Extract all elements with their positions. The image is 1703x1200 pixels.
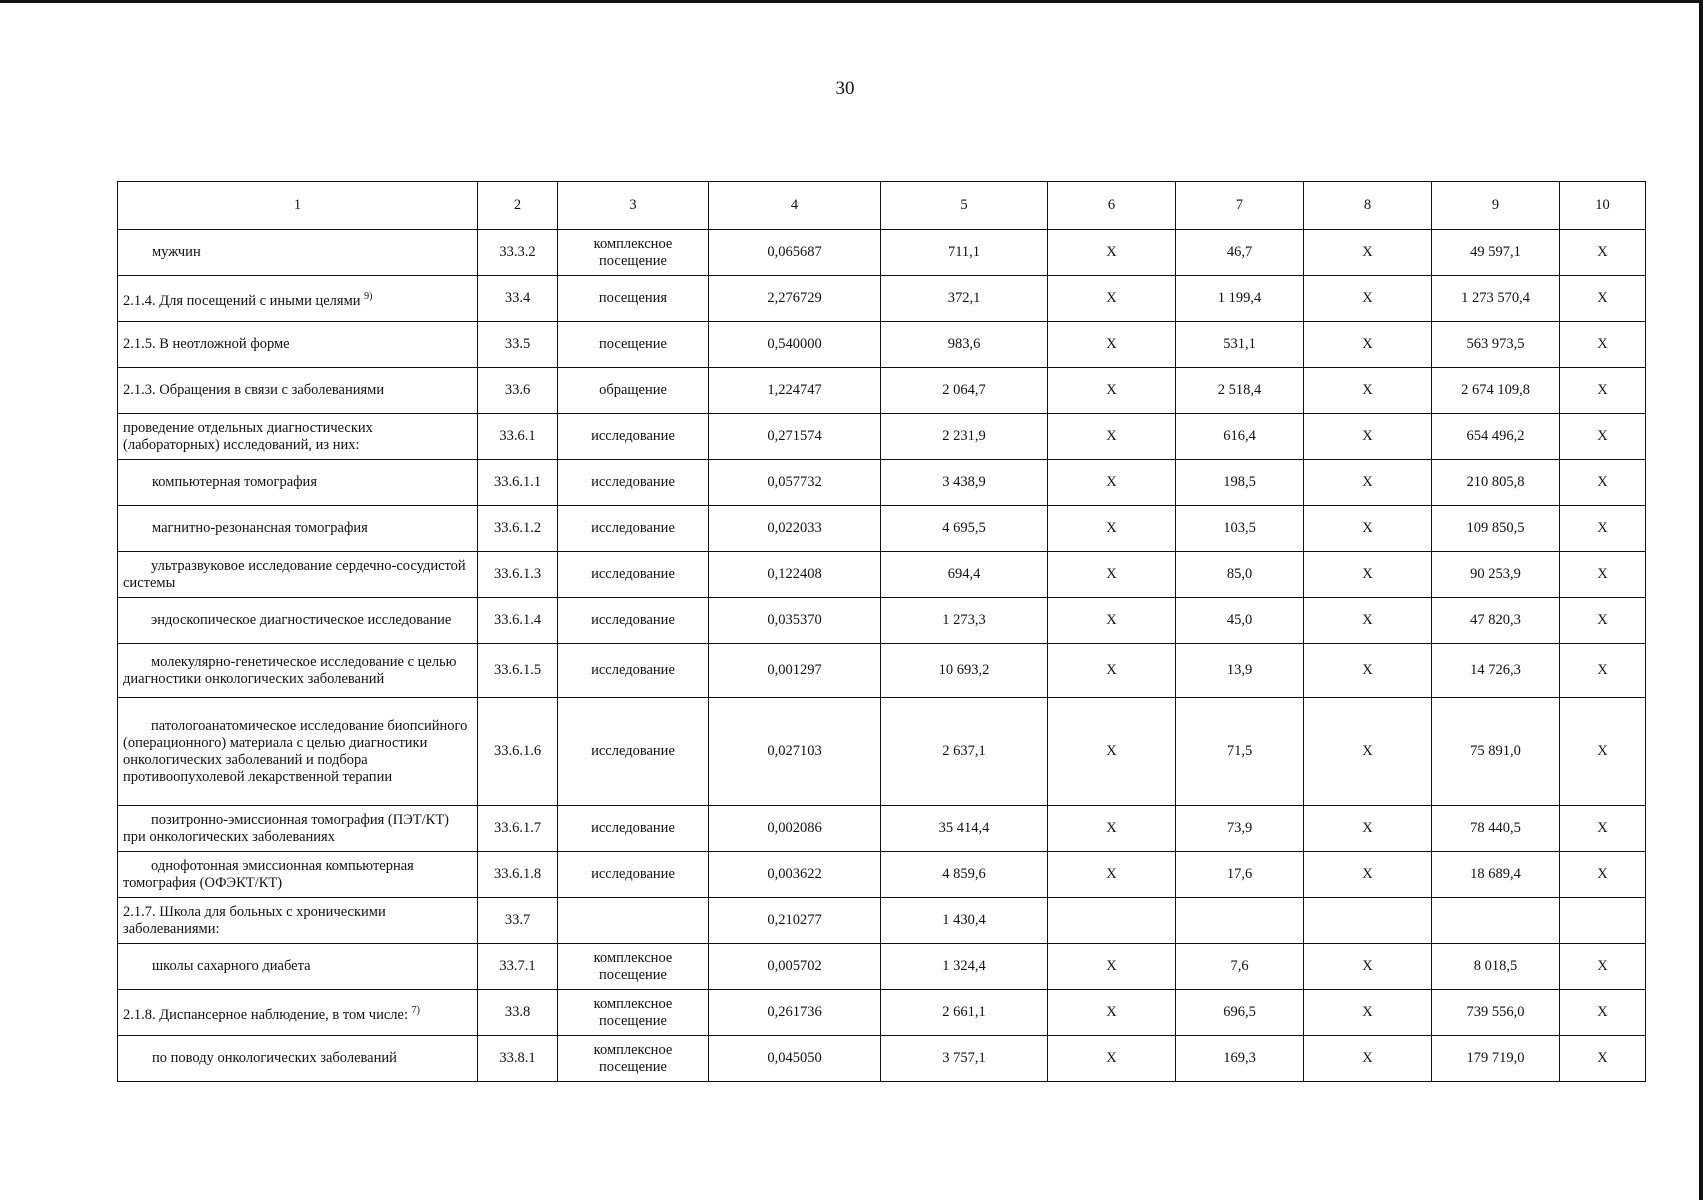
- cell-col8: X: [1304, 806, 1432, 852]
- cell-col4: 0,001297: [709, 644, 881, 698]
- row-label: по поводу онкологических заболеваний: [152, 1050, 397, 1066]
- cell-col4: 0,261736: [709, 990, 881, 1036]
- cell-col7: 169,3: [1176, 1036, 1304, 1082]
- cell-col5: 2 637,1: [881, 698, 1048, 806]
- row-label: однофотонная эмиссионная компьютерная томография (ОФЭКТ/КТ): [123, 857, 414, 891]
- cell-col10: X: [1560, 806, 1646, 852]
- cell-col4: 0,005702: [709, 944, 881, 990]
- cell-col8: X: [1304, 230, 1432, 276]
- cell-name: [118, 806, 478, 852]
- row-label: компьютерная томография: [152, 474, 317, 490]
- cell-col8: X: [1304, 598, 1432, 644]
- cell-col10: [1560, 898, 1646, 944]
- cell-unit: комплексное посещение: [558, 230, 709, 276]
- cell-col8: X: [1304, 644, 1432, 698]
- cell-col6: X: [1048, 1036, 1176, 1082]
- cell-col5: 1 324,4: [881, 944, 1048, 990]
- cell-col10: X: [1560, 414, 1646, 460]
- cell-code: 33.6.1.5: [478, 644, 558, 698]
- cell-col10: X: [1560, 1036, 1646, 1082]
- data-table: [117, 181, 1646, 1082]
- cell-col5: 3 757,1: [881, 1036, 1048, 1082]
- table-row: [118, 698, 1646, 806]
- cell-col4: 0,003622: [709, 852, 881, 898]
- cell-col6: X: [1048, 990, 1176, 1036]
- scan-border-right: [1699, 0, 1703, 1200]
- cell-col6: X: [1048, 322, 1176, 368]
- cell-col7: [1176, 898, 1304, 944]
- cell-col6: X: [1048, 368, 1176, 414]
- column-header: 4: [709, 182, 881, 230]
- cell-code: 33.6.1.3: [478, 552, 558, 598]
- cell-code: 33.7.1: [478, 944, 558, 990]
- cell-code: 33.6.1.6: [478, 698, 558, 806]
- cell-unit: [558, 898, 709, 944]
- table-row: [118, 806, 1646, 852]
- cell-col4: 0,122408: [709, 552, 881, 598]
- table-row: [118, 552, 1646, 598]
- cell-col5: 35 414,4: [881, 806, 1048, 852]
- cell-col9: [1432, 898, 1560, 944]
- cell-col5: 10 693,2: [881, 644, 1048, 698]
- table-row: [118, 322, 1646, 368]
- cell-col8: X: [1304, 368, 1432, 414]
- cell-col5: 2 064,7: [881, 368, 1048, 414]
- cell-name: [118, 552, 478, 598]
- cell-col4: 0,045050: [709, 1036, 881, 1082]
- cell-col9: 90 253,9: [1432, 552, 1560, 598]
- cell-col7: 45,0: [1176, 598, 1304, 644]
- cell-col10: X: [1560, 552, 1646, 598]
- cell-col9: 2 674 109,8: [1432, 368, 1560, 414]
- column-header: 5: [881, 182, 1048, 230]
- cell-name: [118, 414, 478, 460]
- cell-col6: X: [1048, 460, 1176, 506]
- column-header: 2: [478, 182, 558, 230]
- cell-col9: 654 496,2: [1432, 414, 1560, 460]
- cell-col5: 1 430,4: [881, 898, 1048, 944]
- cell-col6: X: [1048, 230, 1176, 276]
- cell-name: [118, 460, 478, 506]
- row-label: эндоскопическое диагностическое исследование: [151, 612, 452, 628]
- cell-col4: 0,271574: [709, 414, 881, 460]
- cell-col4: 0,035370: [709, 598, 881, 644]
- cell-unit: обращение: [558, 368, 709, 414]
- column-header: 6: [1048, 182, 1176, 230]
- cell-name: [118, 506, 478, 552]
- row-label: магнитно-резонансная томография: [152, 520, 368, 536]
- cell-col5: 3 438,9: [881, 460, 1048, 506]
- row-label: 2.1.4. Для посещений с иными целями: [123, 292, 361, 309]
- cell-col10: X: [1560, 698, 1646, 806]
- cell-unit: исследование: [558, 698, 709, 806]
- cell-col5: 694,4: [881, 552, 1048, 598]
- cell-name: [118, 990, 478, 1036]
- cell-col8: X: [1304, 414, 1432, 460]
- cell-code: 33.6.1.4: [478, 598, 558, 644]
- cell-col5: 4 859,6: [881, 852, 1048, 898]
- cell-col4: 0,002086: [709, 806, 881, 852]
- row-label: патологоанатомическое исследование биопсийного (операционного) материала с целью диагностики онкологических заболеваний и подбора противоопухолевой лекарственной терапии: [123, 717, 468, 785]
- cell-col10: X: [1560, 852, 1646, 898]
- cell-col7: 73,9: [1176, 806, 1304, 852]
- table-row: [118, 644, 1646, 698]
- cell-col7: 616,4: [1176, 414, 1304, 460]
- cell-col7: 71,5: [1176, 698, 1304, 806]
- cell-col10: X: [1560, 460, 1646, 506]
- cell-code: 33.6: [478, 368, 558, 414]
- cell-col9: 75 891,0: [1432, 698, 1560, 806]
- cell-name: [118, 698, 478, 806]
- cell-code: 33.8: [478, 990, 558, 1036]
- cell-col9: 78 440,5: [1432, 806, 1560, 852]
- cell-col4: 0,210277: [709, 898, 881, 944]
- table-row: [118, 230, 1646, 276]
- cell-col7: 2 518,4: [1176, 368, 1304, 414]
- cell-col7: 85,0: [1176, 552, 1304, 598]
- cell-col7: 531,1: [1176, 322, 1304, 368]
- table-row: [118, 276, 1646, 322]
- cell-unit: комплексное посещение: [558, 944, 709, 990]
- cell-col9: 179 719,0: [1432, 1036, 1560, 1082]
- cell-col5: 2 661,1: [881, 990, 1048, 1036]
- cell-col8: X: [1304, 698, 1432, 806]
- cell-code: 33.6.1.2: [478, 506, 558, 552]
- table-row: [118, 414, 1646, 460]
- cell-col7: 198,5: [1176, 460, 1304, 506]
- cell-col9: 739 556,0: [1432, 990, 1560, 1036]
- column-header: 1: [118, 182, 478, 230]
- row-label: 2.1.3. Обращения в связи с заболеваниями: [123, 382, 385, 398]
- cell-col5: 372,1: [881, 276, 1048, 322]
- cell-col10: X: [1560, 990, 1646, 1036]
- cell-code: 33.7: [478, 898, 558, 944]
- cell-col10: X: [1560, 276, 1646, 322]
- cell-col6: X: [1048, 698, 1176, 806]
- cell-col9: 8 018,5: [1432, 944, 1560, 990]
- cell-code: 33.5: [478, 322, 558, 368]
- cell-col8: X: [1304, 552, 1432, 598]
- cell-col6: X: [1048, 506, 1176, 552]
- cell-col8: X: [1304, 990, 1432, 1036]
- cell-col9: 47 820,3: [1432, 598, 1560, 644]
- cell-col7: 7,6: [1176, 944, 1304, 990]
- cell-col5: 2 231,9: [881, 414, 1048, 460]
- cell-col10: X: [1560, 506, 1646, 552]
- table-row: [118, 990, 1646, 1036]
- table-header-row: [118, 182, 1646, 230]
- cell-col6: X: [1048, 552, 1176, 598]
- cell-unit: комплексное посещение: [558, 990, 709, 1036]
- cell-name: [118, 230, 478, 276]
- cell-col6: X: [1048, 944, 1176, 990]
- cell-col6: X: [1048, 852, 1176, 898]
- row-label: ультразвуковое исследование сердечно-сосудистой системы: [123, 557, 466, 591]
- cell-col4: 0,540000: [709, 322, 881, 368]
- row-label: проведение отдельных диагностических (лабораторных) исследований, из них:: [123, 419, 373, 453]
- cell-col9: 1 273 570,4: [1432, 276, 1560, 322]
- cell-unit: исследование: [558, 506, 709, 552]
- cell-col8: [1304, 898, 1432, 944]
- cell-col8: X: [1304, 460, 1432, 506]
- cell-col9: 563 973,5: [1432, 322, 1560, 368]
- cell-col6: X: [1048, 276, 1176, 322]
- row-label: молекулярно-генетическое исследование с целью диагностики онкологических заболеваний: [123, 653, 457, 687]
- cell-name: [118, 1036, 478, 1082]
- cell-code: 33.8.1: [478, 1036, 558, 1082]
- cell-name: [118, 368, 478, 414]
- column-header: 10: [1560, 182, 1646, 230]
- cell-col5: 983,6: [881, 322, 1048, 368]
- row-label: мужчин: [152, 244, 201, 260]
- cell-col6: X: [1048, 644, 1176, 698]
- cell-col6: X: [1048, 598, 1176, 644]
- page-number: 30: [835, 78, 855, 99]
- column-header: 9: [1432, 182, 1560, 230]
- cell-unit: посещения: [558, 276, 709, 322]
- cell-col7: 17,6: [1176, 852, 1304, 898]
- cell-col6: X: [1048, 806, 1176, 852]
- cell-unit: исследование: [558, 806, 709, 852]
- footnote-ref: 9): [364, 290, 373, 302]
- cell-col9: 109 850,5: [1432, 506, 1560, 552]
- cell-unit: исследование: [558, 598, 709, 644]
- table-row: [118, 460, 1646, 506]
- cell-unit: исследование: [558, 552, 709, 598]
- cell-col8: X: [1304, 1036, 1432, 1082]
- column-header: 7: [1176, 182, 1304, 230]
- cell-col5: 1 273,3: [881, 598, 1048, 644]
- cell-name: [118, 598, 478, 644]
- cell-col4: 0,065687: [709, 230, 881, 276]
- cell-col9: 49 597,1: [1432, 230, 1560, 276]
- cell-col7: 696,5: [1176, 990, 1304, 1036]
- cell-col6: [1048, 898, 1176, 944]
- footnote-ref: 7): [411, 1004, 420, 1016]
- table-row: [118, 1036, 1646, 1082]
- table-row: [118, 506, 1646, 552]
- row-label: 2.1.7. Школа для больных с хроническими заболеваниями:: [123, 903, 386, 937]
- cell-col4: 0,022033: [709, 506, 881, 552]
- cell-col6: X: [1048, 414, 1176, 460]
- cell-col10: X: [1560, 322, 1646, 368]
- cell-col9: 18 689,4: [1432, 852, 1560, 898]
- cell-col7: 1 199,4: [1176, 276, 1304, 322]
- cell-col9: 210 805,8: [1432, 460, 1560, 506]
- table-row: [118, 598, 1646, 644]
- cell-col10: X: [1560, 598, 1646, 644]
- cell-col8: X: [1304, 276, 1432, 322]
- column-header: 8: [1304, 182, 1432, 230]
- cell-col7: 13,9: [1176, 644, 1304, 698]
- cell-unit: исследование: [558, 644, 709, 698]
- row-label: школы сахарного диабета: [152, 958, 311, 974]
- cell-col8: X: [1304, 322, 1432, 368]
- cell-col10: X: [1560, 644, 1646, 698]
- cell-col10: X: [1560, 230, 1646, 276]
- cell-code: 33.6.1.1: [478, 460, 558, 506]
- cell-name: [118, 644, 478, 698]
- cell-code: 33.6.1.8: [478, 852, 558, 898]
- cell-col4: 1,224747: [709, 368, 881, 414]
- cell-col4: 2,276729: [709, 276, 881, 322]
- cell-col10: X: [1560, 368, 1646, 414]
- cell-col9: 14 726,3: [1432, 644, 1560, 698]
- table-row: [118, 944, 1646, 990]
- cell-name: [118, 944, 478, 990]
- cell-col4: 0,057732: [709, 460, 881, 506]
- cell-name: [118, 322, 478, 368]
- cell-unit: исследование: [558, 414, 709, 460]
- cell-col10: X: [1560, 944, 1646, 990]
- cell-col8: X: [1304, 506, 1432, 552]
- cell-unit: исследование: [558, 852, 709, 898]
- cell-col8: X: [1304, 852, 1432, 898]
- cell-code: 33.6.1: [478, 414, 558, 460]
- column-header: 3: [558, 182, 709, 230]
- cell-name: [118, 276, 478, 322]
- row-label: позитронно-эмиссионная томография (ПЭТ/КТ) при онкологических заболеваниях: [123, 811, 450, 845]
- cell-col7: 46,7: [1176, 230, 1304, 276]
- row-label: 2.1.5. В неотложной форме: [123, 336, 290, 352]
- cell-name: [118, 852, 478, 898]
- row-label: 2.1.8. Диспансерное наблюдение, в том числе:: [123, 1006, 408, 1023]
- cell-unit: комплексное посещение: [558, 1036, 709, 1082]
- cell-code: 33.6.1.7: [478, 806, 558, 852]
- cell-name: [118, 898, 478, 944]
- cell-unit: исследование: [558, 460, 709, 506]
- cell-col7: 103,5: [1176, 506, 1304, 552]
- table-row: [118, 368, 1646, 414]
- cell-col4: 0,027103: [709, 698, 881, 806]
- scan-border-top: [0, 0, 1703, 3]
- cell-code: 33.4: [478, 276, 558, 322]
- cell-code: 33.3.2: [478, 230, 558, 276]
- table-row: [118, 852, 1646, 898]
- table-row: [118, 898, 1646, 944]
- cell-col8: X: [1304, 944, 1432, 990]
- cell-col5: 711,1: [881, 230, 1048, 276]
- cell-col5: 4 695,5: [881, 506, 1048, 552]
- cell-unit: посещение: [558, 322, 709, 368]
